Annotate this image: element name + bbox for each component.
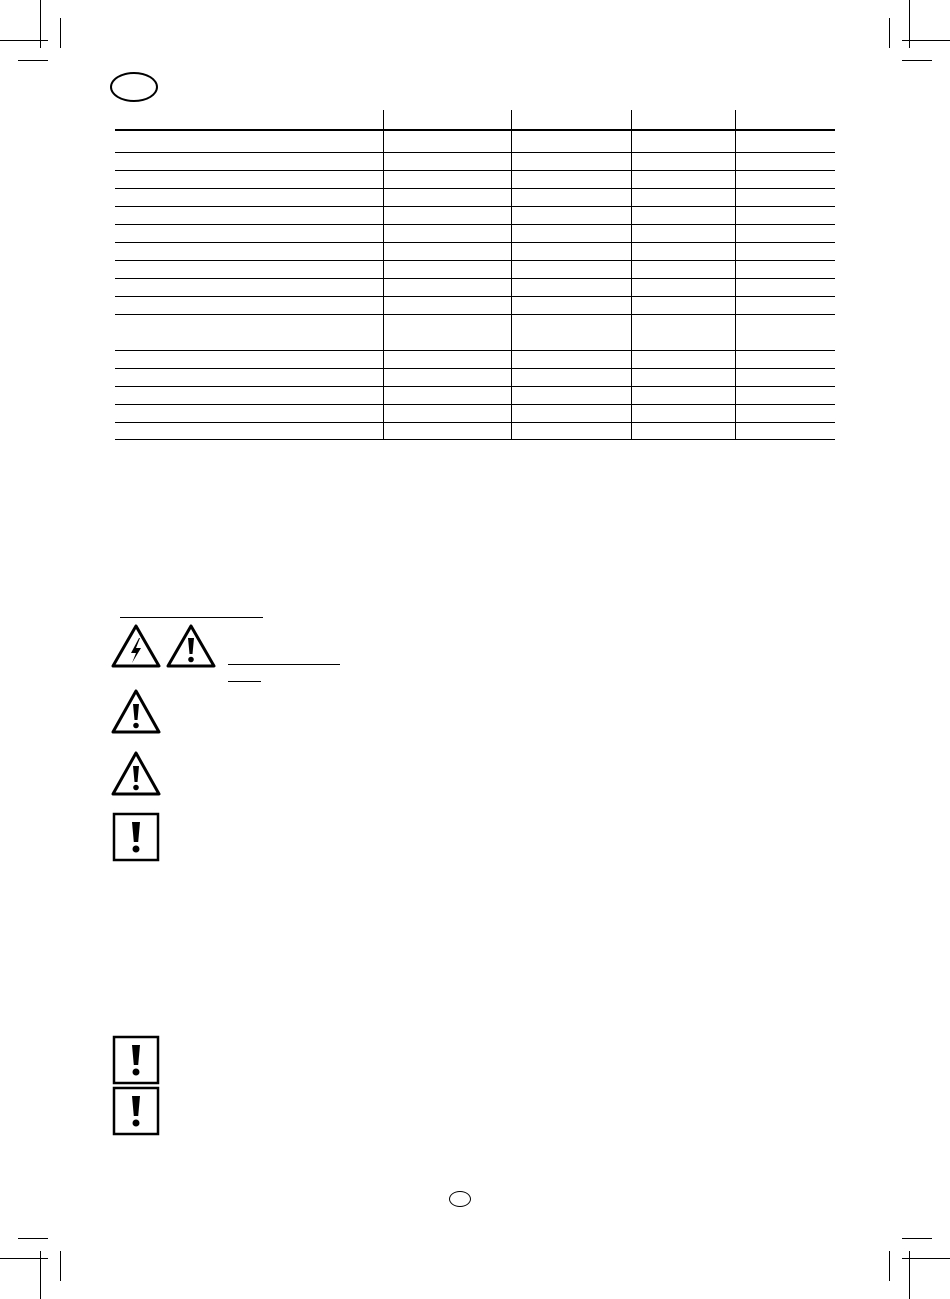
table-row-rule [115, 278, 835, 279]
page-number-badge [449, 1191, 471, 1207]
subheading-underline [228, 681, 261, 682]
table-row-rule [115, 368, 835, 369]
column-divider [735, 131, 736, 440]
mandatory-notice-icon [112, 812, 160, 862]
column-divider [383, 110, 384, 130]
column-divider [383, 131, 384, 440]
spec-table [0, 0, 950, 460]
table-row-rule [115, 206, 835, 207]
general-warning-icon [110, 688, 162, 736]
table-row-rule [115, 224, 835, 225]
electric-shock-warning-icon [110, 623, 162, 669]
mandatory-notice-icon [112, 1086, 160, 1136]
table-row-rule [115, 170, 835, 171]
table-row-rule [115, 188, 835, 189]
column-divider [631, 131, 632, 440]
table-row-rule [115, 350, 835, 351]
table-row-rule [115, 439, 835, 440]
table-row-rule [115, 260, 835, 261]
column-divider [511, 110, 512, 130]
table-row-rule [115, 152, 835, 153]
mandatory-notice-icon [112, 1035, 160, 1085]
section-heading-underline [120, 617, 263, 618]
column-divider [511, 131, 512, 440]
table-row-rule [115, 242, 835, 243]
column-divider [631, 110, 632, 130]
table-row-rule [115, 404, 835, 405]
table-row-rule [115, 314, 835, 315]
subheading-underline [228, 664, 340, 665]
table-row-rule [115, 296, 835, 297]
table-header-rule [115, 129, 835, 131]
table-row-rule [115, 422, 835, 423]
column-divider [735, 110, 736, 130]
general-warning-icon [165, 623, 217, 669]
general-warning-icon [110, 750, 162, 798]
table-row-rule [115, 386, 835, 387]
